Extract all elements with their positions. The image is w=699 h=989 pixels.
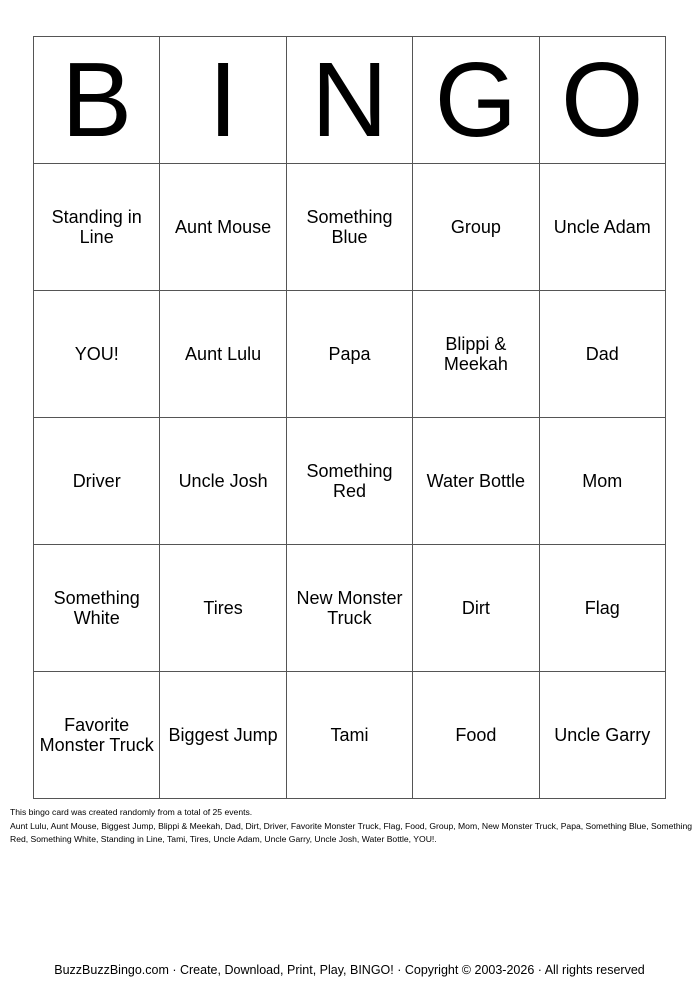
header-letter-i: I bbox=[160, 37, 286, 164]
bingo-card bbox=[33, 36, 666, 799]
bingo-cell: Aunt Mouse bbox=[160, 164, 286, 291]
bingo-cell: Group bbox=[413, 164, 539, 291]
bingo-cell: Biggest Jump bbox=[160, 672, 286, 799]
card-footnote bbox=[10, 806, 694, 847]
bingo-cell: Uncle Garry bbox=[539, 672, 665, 799]
bingo-cell: Food bbox=[413, 672, 539, 799]
header-letter-g: G bbox=[413, 37, 539, 164]
footnote-events-list: Aunt Lulu, Aunt Mouse, Biggest Jump, Blippi & Meekah, Dad, Dirt, Driver, Favorite Monster Truck, Flag, Food, Group, Mom, New Monster Truck, Papa, Something Blue, Something Red, Something White, Standing in Line, Tami, Tires, Uncle Adam, Uncle Garry, Uncle Josh, Water Bottle, YOU!. bbox=[10, 820, 693, 844]
bingo-row bbox=[34, 418, 666, 545]
bingo-cell: Papa bbox=[286, 291, 412, 418]
bingo-row bbox=[34, 545, 666, 672]
bingo-cell: Blippi & Meekah bbox=[413, 291, 539, 418]
bingo-cell: Tami bbox=[286, 672, 412, 799]
header-letter-b: B bbox=[34, 37, 160, 164]
header-letter-n: N bbox=[286, 37, 412, 164]
bingo-cell: Dad bbox=[539, 291, 665, 418]
bingo-cell: Something Blue bbox=[286, 164, 412, 291]
bingo-cell: Uncle Josh bbox=[160, 418, 286, 545]
bingo-cell: Mom bbox=[539, 418, 665, 545]
bingo-cell: Flag bbox=[539, 545, 665, 672]
bingo-row bbox=[34, 164, 666, 291]
bingo-cell: Uncle Adam bbox=[539, 164, 665, 291]
page-footer: BuzzBuzzBingo.com · Create, Download, Print, Play, BINGO! · Copyright © 2003-2026 · All rights reserved bbox=[54, 963, 645, 977]
bingo-cell: Something Red bbox=[286, 418, 412, 545]
bingo-row bbox=[34, 291, 666, 418]
bingo-cell: Aunt Lulu bbox=[160, 291, 286, 418]
bingo-cell: YOU! bbox=[34, 291, 160, 418]
bingo-cell: Water Bottle bbox=[413, 418, 539, 545]
bingo-cell: Tires bbox=[160, 545, 286, 672]
footnote-summary: This bingo card was created randomly from a total of 25 events. bbox=[10, 807, 253, 817]
bingo-header-row bbox=[34, 37, 666, 164]
bingo-cell: Favorite Monster Truck bbox=[34, 672, 160, 799]
bingo-cell: Dirt bbox=[413, 545, 539, 672]
bingo-cell: Standing in Line bbox=[34, 164, 160, 291]
bingo-cell: Something White bbox=[34, 545, 160, 672]
header-letter-o: O bbox=[539, 37, 665, 164]
bingo-row bbox=[34, 672, 666, 799]
bingo-cell: New Monster Truck bbox=[286, 545, 412, 672]
bingo-cell: Driver bbox=[34, 418, 160, 545]
